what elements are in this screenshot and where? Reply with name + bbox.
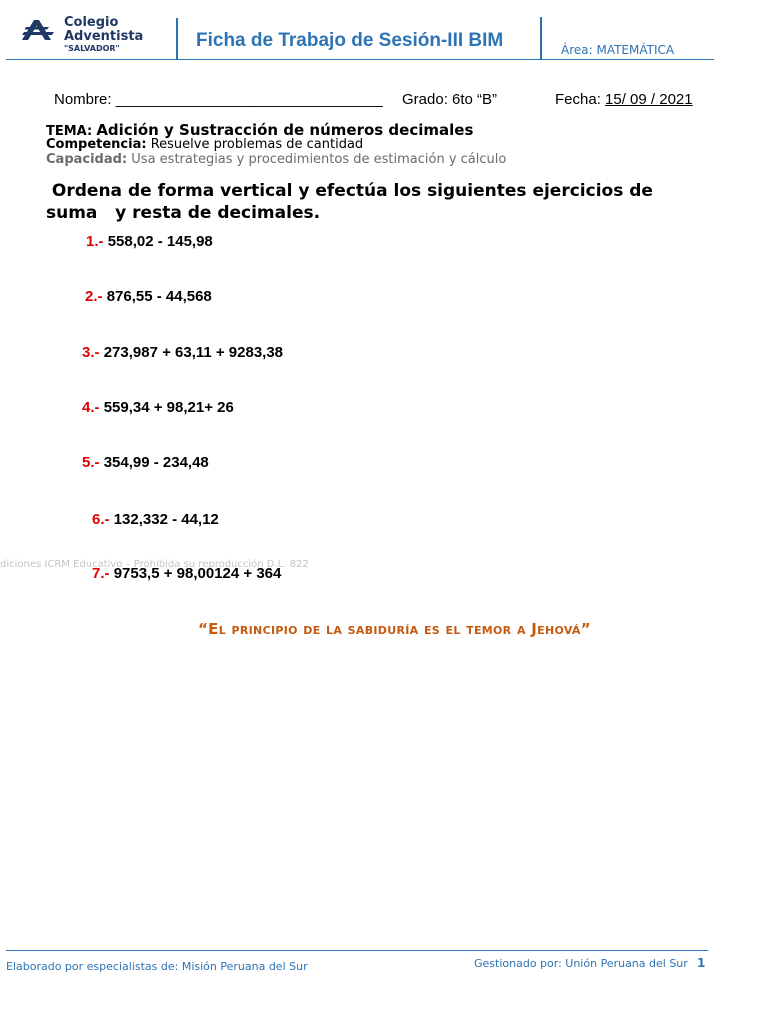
exercise-number: 3.- <box>82 344 100 361</box>
nombre-label: Nombre: <box>54 91 112 108</box>
logo-subtitle: "SALVADOR" <box>64 44 120 53</box>
competencia-text: Resuelve problemas de cantidad <box>150 137 364 152</box>
exercise-expression: 9753,5 + 98,00124 + 364 <box>113 565 282 582</box>
exercise-number: 1.- <box>86 233 104 250</box>
logo-line2: Adventista <box>64 29 144 44</box>
exercise-number: 7.- <box>92 565 110 582</box>
capacidad-label: Capacidad: <box>46 152 128 167</box>
exercise-item <box>92 565 281 582</box>
watermark-text: diciones ICRM Educativo – Prohibida su reproducción D.L. 822 <box>0 559 309 570</box>
exercise-item <box>85 288 212 305</box>
exercise-item <box>92 511 219 528</box>
fecha-value: 15/ 09 / 2021 <box>605 91 693 108</box>
header-rule <box>6 59 714 60</box>
exercise-number: 2.- <box>85 288 103 305</box>
exercise-expression: 273,987 + 63,11 + 9283,38 <box>103 344 284 361</box>
footer-right-text: Gestionado por: Unión Peruana del Sur <box>474 957 688 970</box>
fecha-field <box>555 91 693 108</box>
school-logo <box>22 16 172 58</box>
exercise-number: 5.- <box>82 454 100 471</box>
adventist-logo-icon <box>22 18 56 42</box>
grado-text: Grado: 6to “B” <box>402 91 498 108</box>
instruction-body: Ordena de forma vertical y efectúa los siguientes ejercicios de suma y resta de decimales. <box>46 181 659 223</box>
capacidad-text: Usa estrategias y procedimientos de estimación y cálculo <box>131 152 507 167</box>
nombre-blank[interactable]: ________________________________ <box>115 91 383 108</box>
exercise-number: 6.- <box>92 511 110 528</box>
footer-rule <box>6 950 708 951</box>
exercise-item <box>82 399 234 416</box>
exercise-expression: 132,332 - 44,12 <box>113 511 219 528</box>
header-divider <box>176 18 178 60</box>
bible-quote: “El principio de la sabiduría es el temor a Jehová” <box>198 620 591 638</box>
document-title: Ficha de Trabajo de Sesión-III BIM <box>196 30 504 51</box>
fecha-label: Fecha: <box>555 91 601 108</box>
tema-label: TEMA: <box>46 124 93 139</box>
exercise-expression: 354,99 - 234,48 <box>103 454 209 471</box>
nombre-field[interactable] <box>54 91 383 108</box>
capacidad-line <box>46 152 506 167</box>
logo-line1: Colegio <box>64 15 119 30</box>
instruction-text <box>46 180 706 224</box>
exercise-number: 4.- <box>82 399 100 416</box>
area-label: Área: MATEMÁTICA <box>561 43 675 57</box>
header-divider <box>540 17 542 59</box>
exercise-item <box>82 344 283 361</box>
exercise-expression: 559,34 + 98,21+ 26 <box>103 399 234 416</box>
tema-text: Adición y Sustracción de números decimales <box>96 121 474 139</box>
exercise-expression: 558,02 - 145,98 <box>107 233 213 250</box>
competencia-line <box>46 137 363 152</box>
exercise-item <box>86 233 213 250</box>
exercise-item <box>82 454 209 471</box>
competencia-label: Competencia: <box>46 137 147 152</box>
logo-name <box>64 16 143 44</box>
footer-left-text: Elaborado por especialistas de: Misión Peruana del Sur <box>6 960 308 973</box>
page-number: 1 <box>697 956 706 970</box>
exercise-expression: 876,55 - 44,568 <box>106 288 212 305</box>
